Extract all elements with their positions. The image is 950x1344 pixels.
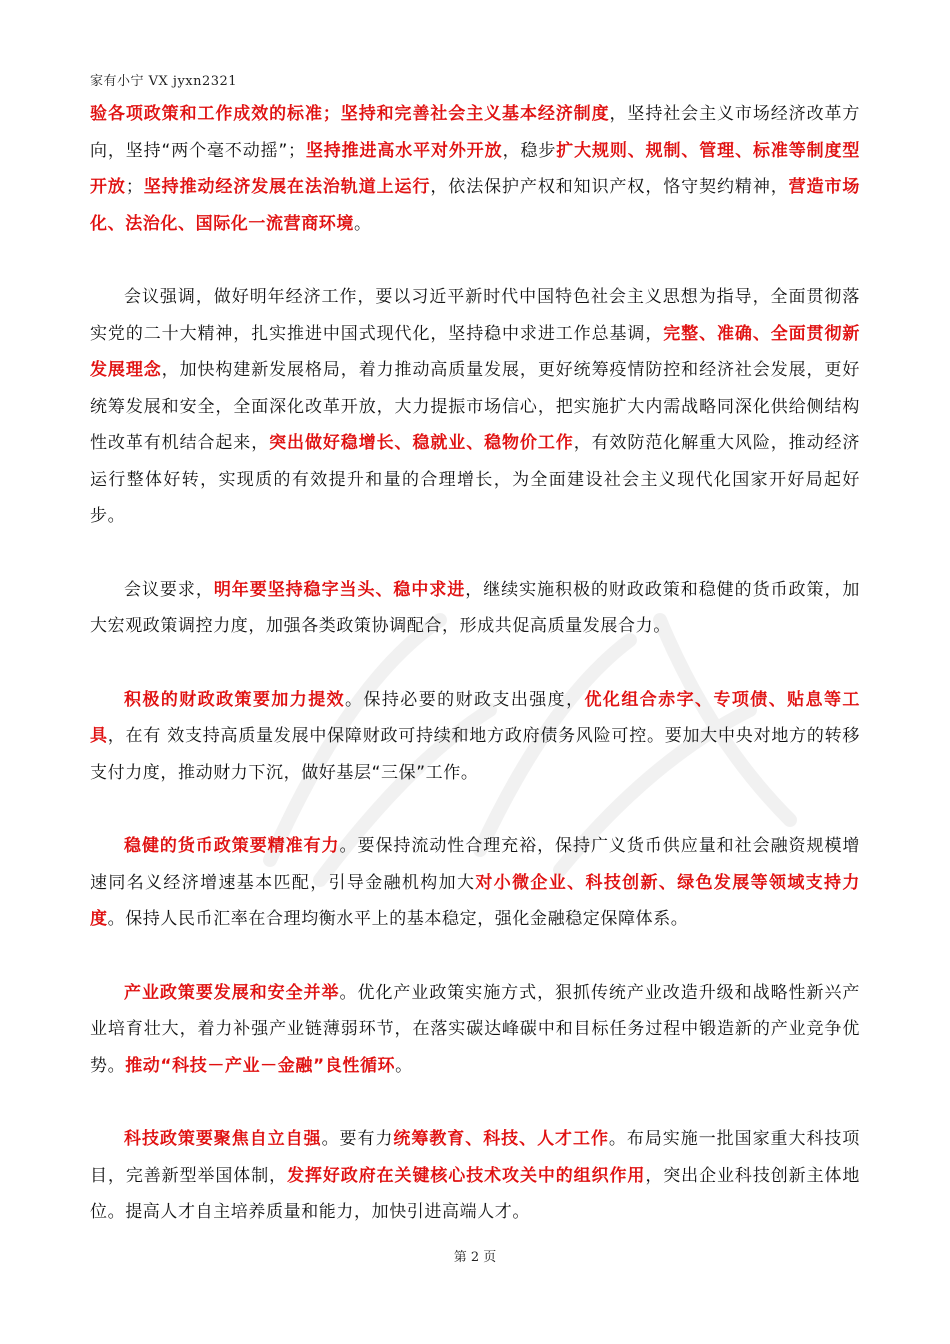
highlighted-text: 统筹教育、科技、人才工作 xyxy=(393,1129,609,1149)
body-text: 。 xyxy=(395,1055,413,1076)
body-text: 。要保持流动性合理充裕，保持广义货币供应量和社会融资规模增速同名义经济增速基本匹配，引导金融机构加大 xyxy=(90,836,861,893)
body-text: ，突出企业科技创新主体地位。提高人才自主培养质量和能力，加快引进高端人才。 xyxy=(90,1165,860,1222)
paragraph-6 xyxy=(90,975,860,1085)
paragraph-4 xyxy=(90,682,860,792)
highlighted-text: 明年要坚持稳字当头、稳中求进 xyxy=(213,579,466,600)
document-body xyxy=(90,96,860,1231)
highlighted-text: 营造市场化、法治化、国际化一流营商环境 xyxy=(90,177,860,234)
paragraph-2 xyxy=(90,279,860,535)
page-number: 第 2 页 xyxy=(453,1250,497,1265)
body-text: 。保持必要的财政支出强度， xyxy=(345,689,585,710)
highlighted-text: 完整、准确、全面贯彻新发展理念 xyxy=(90,323,860,380)
highlighted-text: 坚持推进高水平对外开放 xyxy=(305,140,503,161)
body-text: ，稳步 xyxy=(502,140,557,161)
body-text: ，坚持社会主义市场经济改革方向，坚持“两个毫不动摇”； xyxy=(90,104,860,161)
highlighted-text: 坚持和完善社会主义基本经济制度 xyxy=(340,104,610,124)
highlighted-text: 对小微企业、科技创新、绿色发展等领域支持力度 xyxy=(90,872,860,929)
highlighted-text: 科技政策要聚焦自立自强 xyxy=(124,1129,322,1149)
highlighted-text: 稳健的货币政策要精准有力 xyxy=(124,836,340,856)
highlighted-text: 积极的财政政策要加力提效 xyxy=(124,689,346,710)
highlighted-text: 产业政策要发展和安全并举 xyxy=(124,982,340,1003)
paragraph-7 xyxy=(90,1121,860,1231)
body-text: ； xyxy=(125,177,144,197)
highlighted-text: 推动“科技－产业－金融”良性循环 xyxy=(125,1055,396,1076)
body-text: 。布局实施一批国家重大科技项目，完善新型举国体制， xyxy=(90,1129,860,1186)
body-text: ，有效防范化解重大风险，推动经济运行整体好转，实现质的有效提升和量的合理增长，为全面建设社会主义现代化国家开好局起好步。 xyxy=(90,433,860,526)
body-text: ，在有 效支持高质量发展中保障财政可持续和地方政府债务风险可控。要加大中央对地方的转移支付力度，推动财力下沉，做好基层“三保”工作。 xyxy=(90,726,861,783)
highlighted-text: 扩大规则、规制、管理、标准等制度型开放 xyxy=(90,140,860,197)
body-text: 。 xyxy=(354,213,372,234)
highlighted-text: 优化组合赤字、专项债、贴息等工具 xyxy=(90,689,860,746)
body-text: 。保持人民币汇率在合理均衡水平上的基本稳定，强化金融稳定保障体系。 xyxy=(107,909,689,929)
body-text: ，加快构建新发展格局，着力推动高质量发展，更好统筹疫情防控和经济社会发展，更好统筹发展和安全，全面深化改革开放，大力提振市场信心，把实施扩大内需战略同深化供给侧结构性改革有机结合起来， xyxy=(90,360,860,453)
paragraph-1 xyxy=(90,96,860,242)
highlighted-text: 坚持推动经济发展在法治轨道上运行 xyxy=(143,177,431,197)
body-text: 。优化产业政策实施方式，狠抓传统产业改造升级和战略性新兴产业培育壮大，着力补强产业链薄弱环节，在落实碳达峰碳中和目标任务过程中锻造新的产业竞争优势。 xyxy=(90,982,861,1076)
highlighted-text: 验各项政策和工作成效的标准； xyxy=(90,104,341,124)
paragraph-3 xyxy=(90,572,860,645)
highlighted-text: 突出做好稳增长、稳就业、稳物价工作 xyxy=(269,433,574,453)
body-text: ，依法保护产权和知识产权，恪守契约精神， xyxy=(430,177,789,197)
body-text: ，继续实施积极的财政政策和稳健的货币政策，加大宏观政策调控力度，加强各类政策协调配合，形成共促高质量发展合力。 xyxy=(90,579,861,636)
highlighted-text: 发挥好政府在关键核心技术攻关中的组织作用 xyxy=(287,1165,646,1186)
page-header: 家有小宁 VX jyxn2321 xyxy=(90,74,238,89)
body-text: 会议强调，做好明年经济工作，要以习近平新时代中国特色社会主义思想为指导，全面贯彻落实党的二十大精神，扎实推进中国式现代化，坚持稳中求进工作总基调， xyxy=(90,287,860,344)
body-text: 。要有力 xyxy=(321,1129,394,1149)
paragraph-5 xyxy=(90,828,860,938)
body-text: 会议要求， xyxy=(124,579,214,600)
